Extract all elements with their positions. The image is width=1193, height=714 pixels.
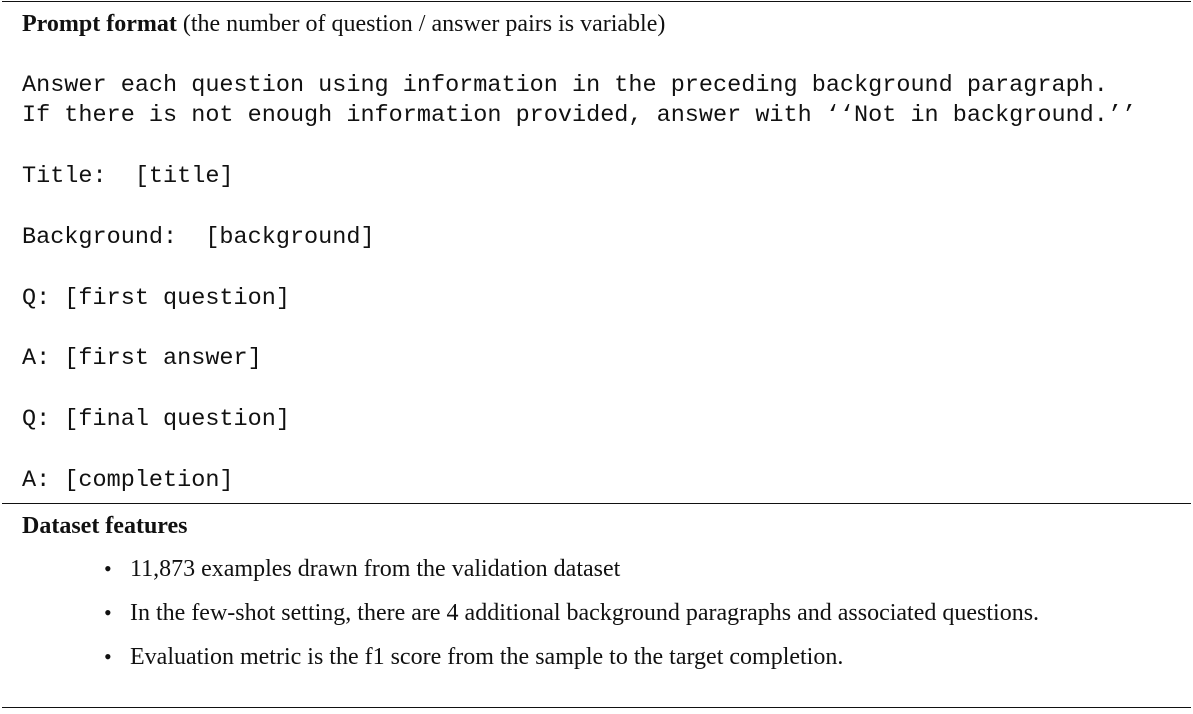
- bullet-icon: •: [104, 644, 112, 669]
- feature-text: Evaluation metric is the f1 score from the sample to the target completion.: [130, 644, 844, 670]
- list-item: [104, 555, 1039, 583]
- prompt-format-note: (the number of question / answer pairs is variable): [176, 11, 666, 37]
- top-rule: [2, 1, 1191, 2]
- prompt-format-heading: [22, 10, 665, 38]
- prompt-format-label: Prompt format: [22, 11, 177, 37]
- bottom-rule: [2, 707, 1191, 708]
- feature-text: In the few-shot setting, there are 4 additional background paragraphs and associated questions.: [130, 600, 1040, 626]
- section-divider: [2, 503, 1191, 504]
- background-line: Background: [background]: [22, 224, 375, 251]
- list-item: [104, 599, 1039, 627]
- instruction-line-2: If there is not enough information provided, answer with ‘‘Not in background.’’: [22, 102, 1137, 129]
- completion-line: A: [completion]: [22, 467, 234, 494]
- features-list: [104, 555, 1039, 687]
- first-answer-line: A: [first answer]: [22, 345, 262, 372]
- list-item: [104, 643, 1039, 671]
- title-line: Title: [title]: [22, 163, 234, 190]
- feature-text: 11,873 examples drawn from the validation dataset: [130, 556, 621, 582]
- instruction-line-1: Answer each question using information in the preceding background paragraph.: [22, 72, 1108, 99]
- first-question-line: Q: [first question]: [22, 285, 290, 312]
- final-question-line: Q: [final question]: [22, 406, 290, 433]
- dataset-features-label: Dataset features: [22, 513, 188, 539]
- bullet-icon: •: [104, 556, 112, 581]
- dataset-features-heading: [22, 512, 188, 540]
- bullet-icon: •: [104, 600, 112, 625]
